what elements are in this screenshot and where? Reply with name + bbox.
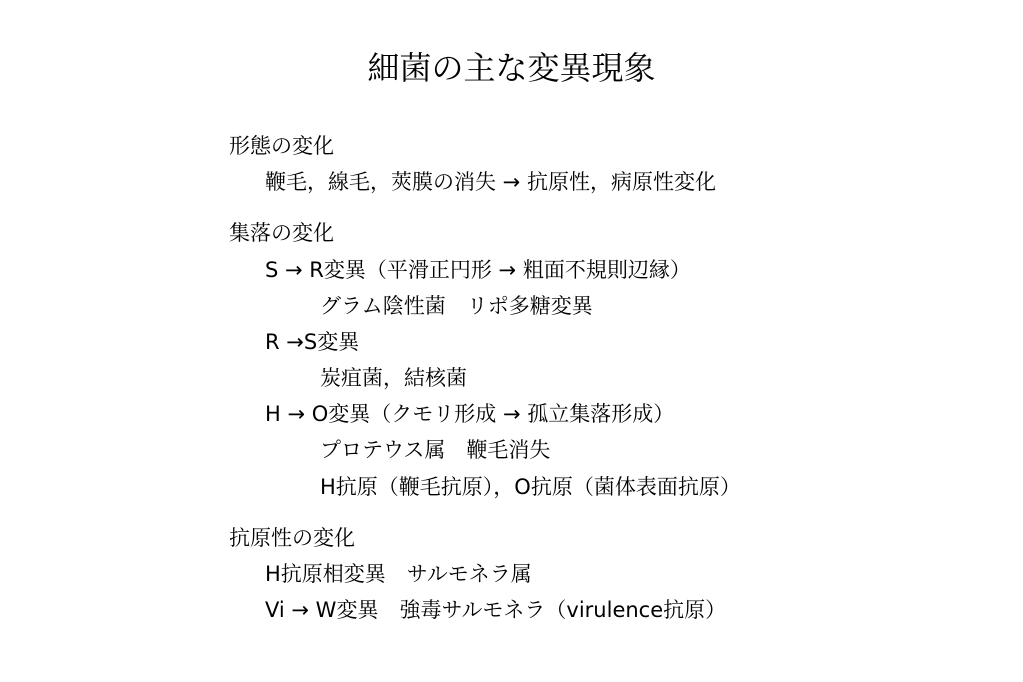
morphology-line-1: 鞭毛，線毛，莢膜の消失 → 抗原性，病原性変化	[265, 170, 716, 194]
antigenicity-line-2: Vi → W変異 強毒サルモネラ（virulence抗原）	[265, 598, 727, 622]
section-heading-morphology: 形態の変化	[229, 134, 334, 158]
colony-line-6: プロテウス属 鞭毛消失	[320, 438, 551, 462]
antigenicity-line-1: H抗原相変異 サルモネラ属	[265, 562, 532, 586]
slide-title: 細菌の主な変異現象	[367, 49, 656, 87]
colony-line-7: H抗原（鞭毛抗原），O抗原（菌体表面抗原）	[320, 475, 741, 499]
colony-line-2: グラム陰性菌 リポ多糖変異	[320, 294, 593, 318]
colony-line-4: 炭疽菌，結核菌	[320, 366, 467, 390]
section-heading-colony: 集落の変化	[229, 221, 334, 245]
colony-line-1: S → R変異（平滑正円形 → 粗面不規則辺縁）	[265, 258, 691, 282]
colony-line-5: H → O変異（クモリ形成 → 孤立集落形成）	[265, 402, 675, 426]
section-heading-antigenicity: 抗原性の変化	[229, 526, 355, 550]
colony-line-3: R →S変異	[265, 330, 360, 354]
